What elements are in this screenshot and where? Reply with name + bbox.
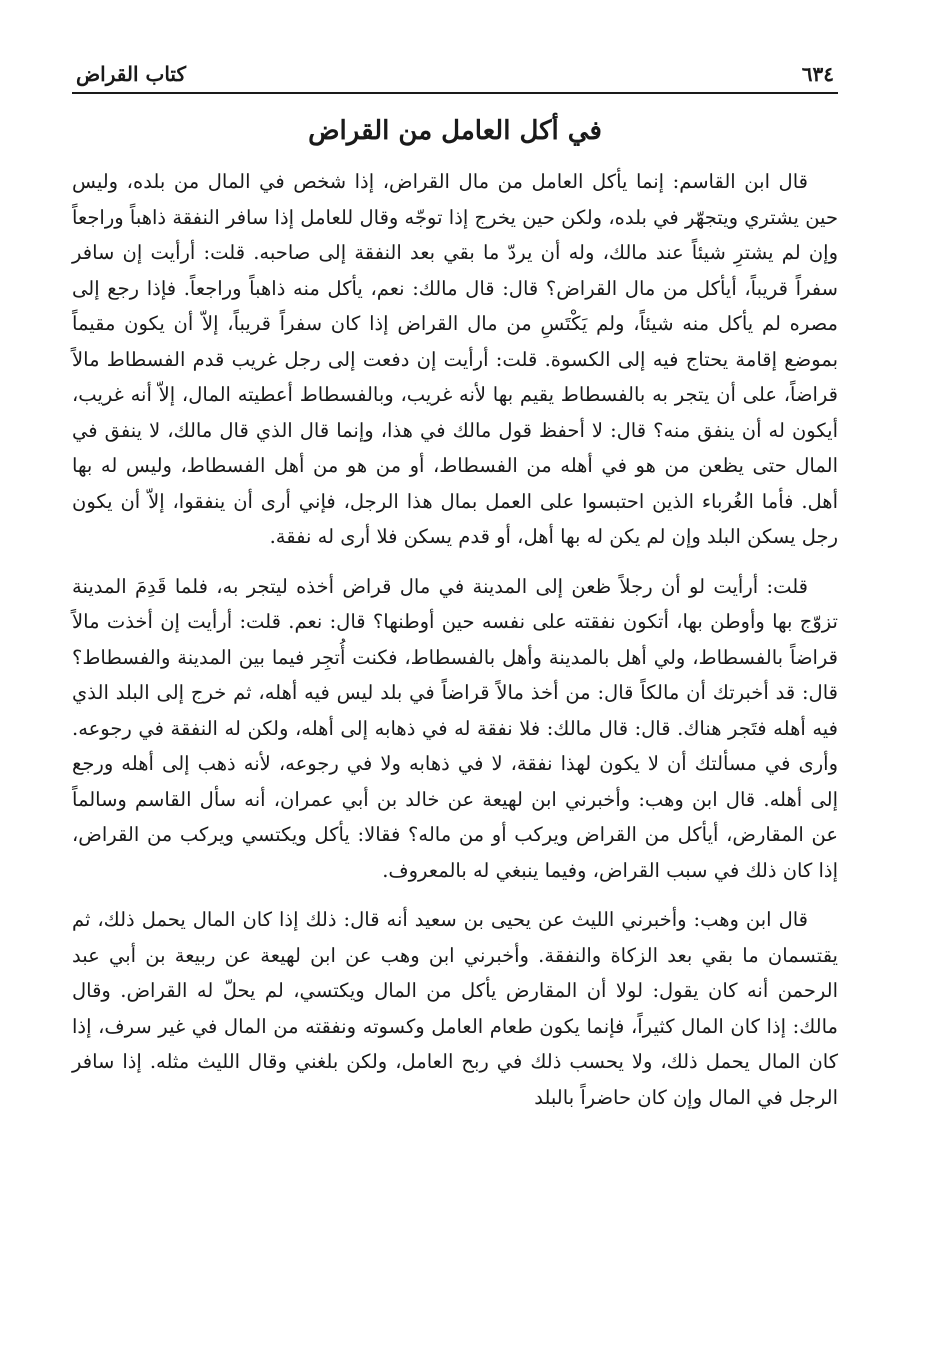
- running-header: [72, 56, 838, 94]
- paragraph-3: قال ابن وهب: وأخبرني الليث عن يحيى بن سعيد أنه قال: ذلك إذا كان المال يحمل ذلك، ثم يقتسمان ما بقي بعد الزكاة والنفقة. وأخبرني ابن وهب عن ابن لهيعة عن ربيعة بن أبي عبد الرحمن أنه كان يقول: لولا أن المقارض يأكل من المال ويكتسي، لم يحلّ له القراض. وقال مالك: إذا كان المال كثيراً، فإنما يكون طعام العامل وكسوته ونفقته من المال في غير سرف، إذا كان المال يحمل ذلك، ولا يحسب ذلك في ربح العامل، ولكن بلغني وقال الليث مثله. إذا سافر الرجل في المال وإن كان حاضراً بالبلد: [72, 908, 838, 1109]
- chapter-title: في أكل العامل من القراض: [308, 116, 602, 146]
- book-page: [72, 56, 838, 1346]
- paragraph-2: قلت: أرأيت لو أن رجلاً ظعن إلى المدينة في مال قراض أخذه ليتجر به، فلما قَدِمَ المدينة تزوّج بها وأوطن بها، أتكون نفقته على نفسه حين أوطنها؟ قال: نعم. قلت: أرأيت إن أخذت مالاً قراضاً بالفسطاط، ولي أهل بالمدينة وأهل بالفسطاط، فكنت أُتجِر فيما بين المدينة والفسطاط؟ قال: قد أخبرتك أن مالكاً قال: من أخذ مالاً قراضاً في بلد ليس فيه أهله، ثم خرج إلى البلد الذي فيه أهله فتَجر هناك. قال: قال مالك: فلا نفقة له في ذهابه إلى أهله، ولكن له النفقة في رجوعه. وأرى في مسألتك أن لا يكون لهذا نفقة، لا في ذهابه ولا في رجوعه، لأنه ذهب إلى أهله ورجع إلى أهله. قال ابن وهب: وأخبرني ابن لهيعة عن خالد بن أبي عمران، أنه سأل القاسم وسالماً عن المقارض، أيأكل من القراض ويركب أو من ماله؟ فقالا: يأكل ويكتسي ويركب من القراض، إذا كان ذلك في سبب القراض، وفيما ينبغي له بالمعروف.: [72, 574, 838, 882]
- page-number: ٦٣٤: [801, 62, 834, 86]
- body-text: [72, 164, 838, 1115]
- book-title: كتاب القراض: [76, 62, 186, 86]
- paragraph-1: قال ابن القاسم: إنما يأكل العامل من مال القراض، إذا شخص في المال من بلده، وليس حين يشتري ويتجهّر في بلده، ولكن حين يخرج إذا توجّه وقال للعامل إذا سافر النفقة ذاهباً وراجعاً وإن لم يشترِ شيئاً عند مالك، وله أن يردّ ما بقي بعد النفقة إلى صاحبه. قلت: أرأيت إن سافر سفراً قريباً، أيأكل من مال القراض؟ قال: قال مالك: نعم، يأكل منه ذاهباً وراجعاً. فإذا رجع إلى مصره لم يأكل منه شيئاً، ولم يَكْتَسِ من مال القراض إذا كان سفراً قريباً، إلاّ أن يكون مقيماً بموضع إقامة يحتاج فيه إلى الكسوة. قلت: أرأيت إن دفعت إلى رجل غريب قدم الفسطاط مالاً قراضاً، على أن يتجر به بالفسطاط يقيم بها لأنه غريب، وبالفسطاط أعطيته المال، إلاّ أنه غريب، أيكون له أن ينفق منه؟ قال: لا أحفظ قول مالك في هذا، وإنما قال الذي قال مالك، لا ينفق في المال حتى يظعن من هو في أهله من الفسطاط، أو من هو من أهل الفسطاط، وليس له بها أهل. فأما الغُرباء الذين احتبسوا على العمل بمال هذا الرجل، فإني أرى أن ينفقوا، إلاّ أن يكون رجل يسكن البلد وإن لم يكن له بها أهل، أو قدم يسكن فلا أرى له نفقة.: [72, 170, 838, 548]
